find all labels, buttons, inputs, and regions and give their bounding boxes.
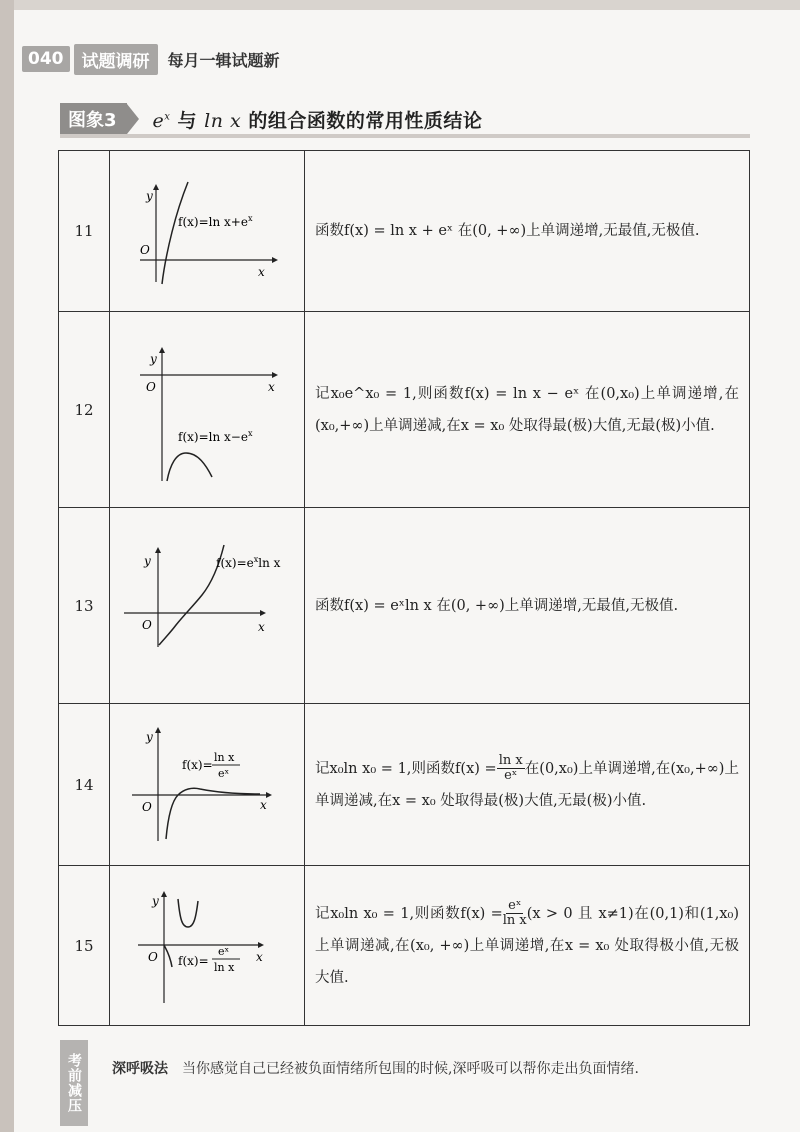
svg-text:y: y — [150, 351, 157, 366]
table-row — [59, 866, 750, 1026]
footer-tip-text: 当你感觉自己已经被负面情绪所包围的时候,深呼吸可以帮你走出负面情绪. — [182, 1061, 639, 1077]
section-name: 试题调研 — [74, 44, 158, 75]
row-description: 记x₀e^x₀ = 1,则函数f(x) = ln x − eˣ 在(0,x₀)上单调递增,在(x₀,+∞)上单调递减,在x = x₀ 处取得最(极)大值,无最(极)小值. — [305, 312, 750, 508]
fraction: $\frac{\text{eˣ}}{\text{ln x}}$ — [502, 898, 527, 928]
svg-text:O: O — [142, 799, 152, 814]
graph-cell — [110, 508, 305, 704]
graph-cell — [110, 866, 305, 1026]
section-banner — [60, 104, 482, 134]
banner-arrow-icon — [127, 104, 139, 134]
page-spine-edge — [0, 0, 14, 1132]
svg-text:x: x — [260, 797, 267, 812]
svg-text:ln x: ln x — [214, 960, 235, 974]
row-description: 函数f(x) = eˣln x 在(0, +∞)上单调递增,无最值,无极值. — [305, 508, 750, 704]
graph-ln-plus-exp — [110, 152, 304, 311]
graph-ln-over-exp — [110, 705, 304, 865]
page-number: 040 — [22, 46, 70, 72]
row-number: 14 — [59, 704, 110, 866]
row-number: 11 — [59, 151, 110, 312]
row-number: 13 — [59, 508, 110, 704]
page-header — [22, 44, 280, 74]
svg-text:O: O — [148, 949, 158, 964]
svg-text:f(x)=exln x: $f(x)=e^x\ln$ x — [216, 554, 281, 570]
svg-text:x: x — [258, 264, 265, 279]
banner-underline — [60, 134, 750, 138]
footer-tip-label: 深呼吸法 — [112, 1061, 168, 1077]
table-row — [59, 704, 750, 866]
svg-text:y: y — [146, 729, 153, 744]
svg-text:O: O — [146, 379, 156, 394]
table-row — [59, 312, 750, 508]
svg-text:x: x — [268, 379, 275, 394]
row-number: 12 — [59, 312, 110, 508]
graph-cell — [110, 151, 305, 312]
row-number: 15 — [59, 866, 110, 1026]
fraction: $\frac{\text{ln x}}{\text{eˣ}}$ — [498, 753, 523, 783]
magazine-title: 每月一辑试题新 — [167, 50, 280, 70]
banner-title: $e^x$ 与 ln x 的组合函数的常用性质结论 — [152, 109, 483, 132]
properties-table — [58, 150, 750, 1026]
graph-cell — [110, 704, 305, 866]
svg-text:eˣ: eˣ — [218, 944, 230, 958]
row-description: 记x₀ln x₀ = 1,则函数f(x) = $\frac{\text{eˣ}}{\text{ln x}}$ (x > 0 且 x≠1)在(0,1)和(1,x₀)上单调递减,在(x₀, +∞)上单调递增,在x = x₀ 处取得极小值,无极大值. — [305, 866, 750, 1026]
row-description: 函数f(x) = ln x + eˣ 在(0, +∞)上单调递增,无最值,无极值. — [305, 151, 750, 312]
svg-text:f(x)=: f(x)= — [178, 953, 209, 968]
banner-tag: 图象3 — [60, 103, 127, 135]
svg-text:x: x — [256, 949, 263, 964]
svg-text:x: x — [258, 619, 265, 634]
svg-text:f(x)=: f(x)= — [182, 757, 213, 772]
svg-text:f(x)=ln x−ex: f(x)=ln $x-e^x$ — [178, 428, 253, 444]
graph-exp-times-ln — [110, 509, 304, 703]
row-description: 记x₀ln x₀ = 1,则函数f(x) = $\frac{\text{ln x}}{\text{eˣ}}$ 在(0,x₀)上单调递增,在(x₀,+∞)上单调递减,在x = x₀ 处取得最(极)大值,无最(极)小值. — [305, 704, 750, 866]
svg-text:ln x: ln x — [214, 750, 235, 764]
svg-text:O: O — [142, 617, 152, 632]
svg-text:y: y — [146, 188, 153, 203]
footer-tab: 考前减压 — [60, 1040, 88, 1126]
svg-text:eˣ: eˣ — [218, 766, 230, 780]
svg-text:O: O — [140, 242, 150, 257]
footer-tip — [112, 1058, 752, 1080]
graph-cell — [110, 312, 305, 508]
svg-text:y: y — [144, 553, 151, 568]
table-row — [59, 508, 750, 704]
svg-text:y: y — [152, 893, 159, 908]
svg-text:f(x)=ln x+ex: f(x)=ln $x+e^x$ — [178, 213, 253, 229]
graph-exp-over-ln — [110, 867, 304, 1025]
page-top-edge — [0, 0, 800, 10]
table-row — [59, 151, 750, 312]
graph-ln-minus-exp — [110, 313, 304, 507]
